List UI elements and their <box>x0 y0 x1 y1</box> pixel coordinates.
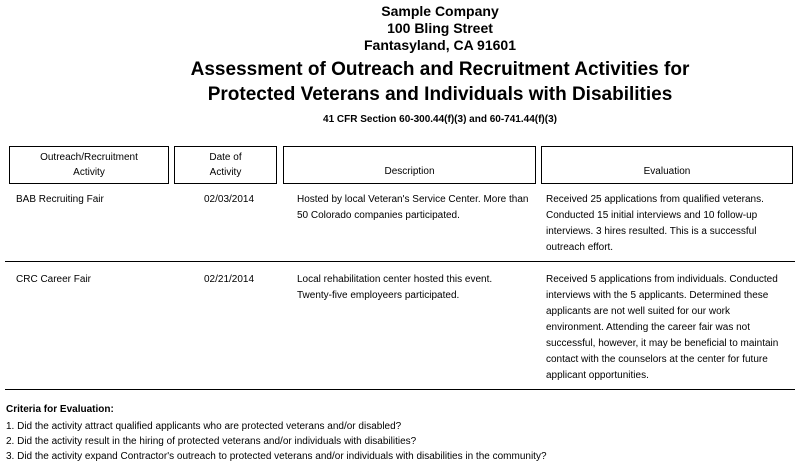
row1-activity: BAB Recruiting Fair <box>16 194 104 205</box>
row2-evaluation-line: successful, however, it may be beneficial to maintain <box>546 338 779 349</box>
criteria-item-3: 3. Did the activity expand Contractor's outreach to protected veterans and/or individuals with disabilities in the community? <box>6 451 547 462</box>
row2-description-line: Twenty-five employeers participated. <box>297 290 460 301</box>
row1-description-line: Hosted by local Veteran's Service Center. More than <box>297 194 529 205</box>
criteria-item-2: 2. Did the activity result in the hiring of protected veterans and/or individuals with disabilities? <box>6 436 417 447</box>
row2-date: 02/21/2014 <box>204 274 255 285</box>
row1-description-line: 50 Colorado companies participated. <box>297 210 460 221</box>
row1-date: 02/03/2014 <box>204 194 255 205</box>
header-evaluation <box>541 146 793 184</box>
row1-evaluation-line: Received 25 applications from qualified veterans. <box>546 194 764 205</box>
regulation-reference: 41 CFR Section 60-300.44(f)(3) and 60-741.44(f)(3) <box>323 114 557 125</box>
row2-evaluation-line: applicant opportunities. <box>546 370 649 381</box>
row2-description-line: Local rehabilitation center hosted this event. <box>297 274 493 285</box>
header-date-line1: Date of <box>209 152 242 163</box>
header-date <box>174 146 277 184</box>
row2-evaluation-line: contact with the counselors at the center for future <box>546 354 768 365</box>
row2-evaluation-line: applicants are not well suited for our work <box>546 306 730 317</box>
company-street: 100 Bling Street <box>387 20 493 36</box>
row2-evaluation-line: environment. Attending the career fair was not <box>546 322 751 333</box>
criteria-item-1: 1. Did the activity attract qualified applicants who are protected veterans and/or disabled? <box>6 421 402 432</box>
report-title <box>0 57 800 107</box>
row1-evaluation <box>546 192 764 256</box>
report-title-line2: Protected Veterans and Individuals with Disabilities <box>207 84 673 105</box>
row1-description <box>297 192 528 224</box>
row-separator <box>5 261 795 262</box>
row2-description <box>297 272 492 304</box>
row2-activity: CRC Career Fair <box>16 274 92 285</box>
row2-evaluation-line: interviews with the 5 applicants. Determined these <box>546 290 769 301</box>
company-name: Sample Company <box>381 3 499 19</box>
report-title-line1: Assessment of Outreach and Recruitment Activities for <box>190 59 690 80</box>
row2-evaluation <box>546 272 778 384</box>
row1-evaluation-line: outreach effort. <box>546 242 614 253</box>
header-description <box>283 146 536 184</box>
header-activity-line1: Outreach/Recruitment <box>40 152 138 163</box>
row-separator <box>5 389 795 390</box>
row1-evaluation-line: Conducted 15 initial interviews and 10 follow-up <box>546 210 758 221</box>
header-description-label: Description <box>384 166 435 177</box>
row2-evaluation-line: Received 5 applications from individuals. Conducted <box>546 274 778 285</box>
header-activity <box>9 146 169 184</box>
header-evaluation-label: Evaluation <box>643 166 691 177</box>
header-activity-line2: Activity <box>73 167 105 178</box>
row1-evaluation-line: interviews. 3 hires resulted. This is a successful <box>546 226 757 237</box>
company-header <box>0 3 800 54</box>
company-city: Fantasyland, CA 91601 <box>364 37 516 53</box>
header-date-line2: Activity <box>209 167 242 178</box>
criteria-heading: Criteria for Evaluation: <box>6 404 114 415</box>
